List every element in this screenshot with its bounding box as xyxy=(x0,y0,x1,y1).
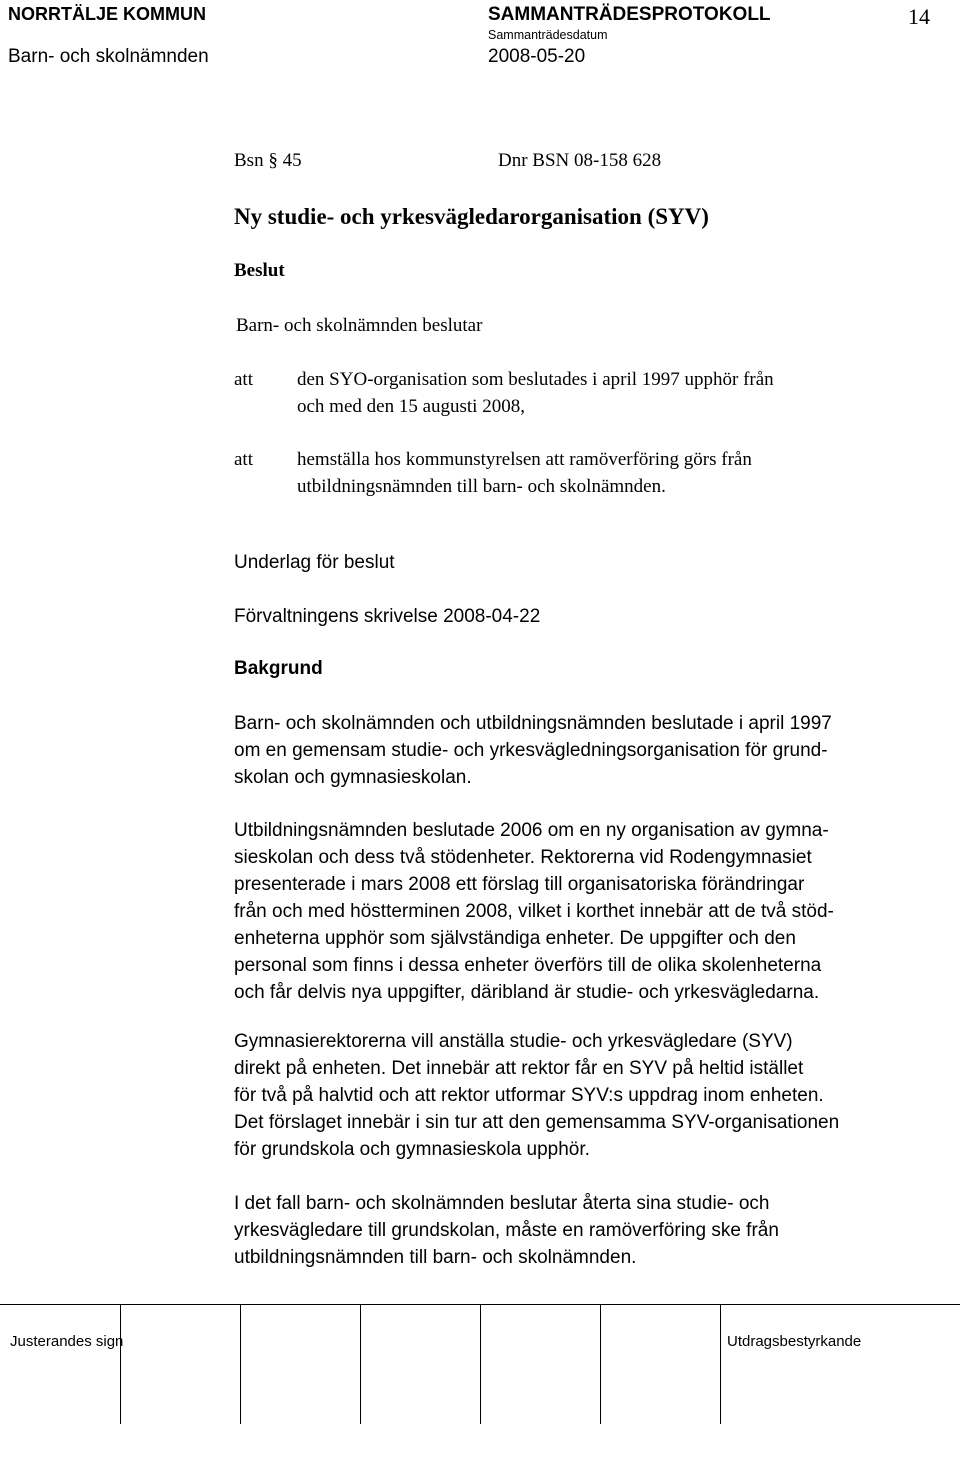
background-heading: Bakgrund xyxy=(234,658,323,679)
decision-item-line: hemställa hos kommunstyrelsen att ramöverföring görs från xyxy=(297,449,752,470)
background-paragraph xyxy=(234,710,894,791)
paragraph-line: direkt på enheten. Det innebär att rektor får en SYV på heltid istället xyxy=(234,1058,804,1079)
document-type: SAMMANTRÄDESPROTOKOLL xyxy=(488,4,771,25)
paragraph-line: Utbildningsnämnden beslutade 2006 om en ny organisation av gymna- xyxy=(234,820,829,841)
signature-box-divider xyxy=(720,1304,721,1424)
decision-heading: Beslut xyxy=(234,260,285,281)
dnr-number: Dnr BSN 08-158 628 xyxy=(498,150,662,171)
paragraph-line: och får delvis nya uppgifter, däribland är studie- och yrkesvägledarna. xyxy=(234,982,820,1003)
signature-box-divider xyxy=(360,1304,361,1424)
paragraph-number: 45 xyxy=(282,150,302,171)
signature-box-divider xyxy=(600,1304,601,1424)
paragraph-prefix: Bsn xyxy=(234,150,264,171)
paragraph-line: om en gemensam studie- och yrkesvägledningsorganisation för grund- xyxy=(234,740,828,761)
page-number: 14 xyxy=(908,4,930,29)
section-sign: § xyxy=(268,150,278,171)
signature-box-divider xyxy=(120,1304,121,1424)
paragraph-line: sieskolan och dess två stödenheter. Rektorerna vid Rodengymnasiet xyxy=(234,847,812,868)
paragraph-line: Gymnasierektorerna vill anställa studie- och yrkesvägledare (SYV) xyxy=(234,1031,793,1052)
utdragsbestyrkande-label: Utdragsbestyrkande xyxy=(727,1333,862,1350)
paragraph-line: presenterade i mars 2008 ett förslag till organisatoriska förändringar xyxy=(234,874,805,895)
decision-item-line: utbildningsnämnden till barn- och skolnämnden. xyxy=(297,476,666,497)
justerandes-sign-label: Justerandes sign xyxy=(10,1333,124,1350)
decision-item-marker: att xyxy=(234,449,253,470)
paragraph-line: från och med höstterminen 2008, vilket i korthet innebär att de två stöd- xyxy=(234,901,834,922)
background-paragraph xyxy=(234,1028,894,1163)
background-paragraph xyxy=(234,1190,894,1271)
organization-name: NORRTÄLJE KOMMUN xyxy=(8,4,206,24)
basis-heading: Underlag för beslut xyxy=(234,552,395,573)
decision-item-text xyxy=(297,446,752,500)
decision-item-line: och med den 15 augusti 2008, xyxy=(297,396,525,417)
signature-box-divider xyxy=(240,1304,241,1424)
decision-item-line: den SYO-organisation som beslutades i april 1997 upphör från xyxy=(297,369,774,390)
paragraph-line: Det förslaget innebär i sin tur att den gemensamma SYV-organisationen xyxy=(234,1112,840,1133)
meeting-date: 2008-05-20 xyxy=(488,46,586,67)
decision-item-text xyxy=(297,366,774,420)
basis-text: Förvaltningens skrivelse 2008-04-22 xyxy=(234,606,541,627)
decision-intro: Barn- och skolnämnden beslutar xyxy=(236,315,483,336)
paragraph-line: I det fall barn- och skolnämnden beslutar återta sina studie- och xyxy=(234,1193,770,1214)
signature-box-divider xyxy=(480,1304,481,1424)
date-label: Sammanträdesdatum xyxy=(488,28,608,42)
paragraph-line: för grundskola och gymnasieskola upphör. xyxy=(234,1139,590,1160)
paragraph-line: enheterna upphör som självständiga enheter. De uppgifter och den xyxy=(234,928,796,949)
paragraph-reference xyxy=(234,147,302,174)
signature-footer xyxy=(0,1304,960,1424)
board-name: Barn- och skolnämnden xyxy=(8,46,209,67)
decision-item-marker: att xyxy=(234,369,253,390)
paragraph-line: yrkesvägledare till grundskolan, måste en ramöverföring ske från xyxy=(234,1220,779,1241)
paragraph-line: för två på halvtid och att rektor utformar SYV:s uppdrag inom enheten. xyxy=(234,1085,824,1106)
paragraph-line: Barn- och skolnämnden och utbildningsnämnden beslutade i april 1997 xyxy=(234,713,832,734)
paragraph-line: personal som finns i dessa enheter överförs till de olika skolenheterna xyxy=(234,955,822,976)
paragraph-line: utbildningsnämnden till barn- och skolnämnden. xyxy=(234,1247,637,1268)
page-title: Ny studie- och yrkesvägledarorganisation (SYV) xyxy=(234,204,709,229)
background-paragraph xyxy=(234,817,894,1006)
paragraph-line: skolan och gymnasieskolan. xyxy=(234,767,472,788)
